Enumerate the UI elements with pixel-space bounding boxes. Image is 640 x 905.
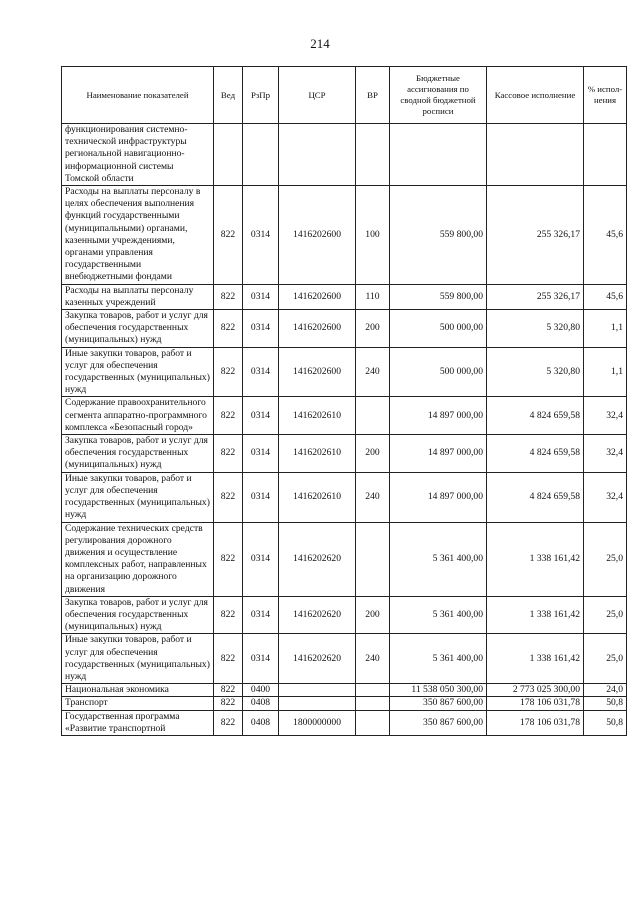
table-row: [62, 397, 627, 435]
row-name: Иные закупки товаров, работ и услуг для обеспечения государственных (муниципальных) нужд: [62, 472, 214, 522]
row-vr: 100: [356, 186, 390, 285]
table-header-row: [62, 67, 627, 124]
header-csr: ЦСР: [279, 67, 356, 124]
row-executed: 178 106 031,78: [487, 710, 584, 735]
row-ved: 822: [214, 347, 243, 397]
row-csr: [279, 684, 356, 697]
row-percent: 1,1: [584, 310, 627, 348]
row-vr: 240: [356, 634, 390, 684]
row-percent: 1,1: [584, 347, 627, 397]
row-percent: 50,8: [584, 697, 627, 710]
row-assigned: 5 361 400,00: [390, 522, 487, 596]
row-name: Расходы на выплаты персоналу в целях обеспечения выполнения функций государственными (муниципальными) органами, казенными учреждениями, органами управления государственными внебюджетными фондами: [62, 186, 214, 285]
row-name: Закупка товаров, работ и услуг для обеспечения государственных (муниципальных) нужд: [62, 596, 214, 634]
table-row: [62, 284, 627, 309]
row-executed: 255 326,17: [487, 186, 584, 285]
row-assigned: 14 897 000,00: [390, 397, 487, 435]
row-csr: [279, 697, 356, 710]
row-ved: 822: [214, 397, 243, 435]
row-csr: [279, 124, 356, 186]
row-csr: 1416202620: [279, 522, 356, 596]
row-csr: 1416202600: [279, 310, 356, 348]
row-executed: 255 326,17: [487, 284, 584, 309]
row-executed: 1 338 161,42: [487, 596, 584, 634]
row-ved: 822: [214, 472, 243, 522]
row-assigned: 500 000,00: [390, 347, 487, 397]
row-assigned: 350 867 600,00: [390, 710, 487, 735]
table-row: [62, 710, 627, 735]
row-name: Национальная экономика: [62, 684, 214, 697]
row-csr: 1416202610: [279, 472, 356, 522]
row-name: Закупка товаров, работ и услуг для обеспечения государственных (муниципальных) нужд: [62, 310, 214, 348]
header-executed: Кассовое исполнение: [487, 67, 584, 124]
row-executed: 1 338 161,42: [487, 634, 584, 684]
row-percent: 45,6: [584, 186, 627, 285]
row-executed: 1 338 161,42: [487, 522, 584, 596]
row-ved: 822: [214, 684, 243, 697]
row-name: Содержание правоохранительного сегмента аппаратно-программного комплекса «Безопасный город»: [62, 397, 214, 435]
row-ved: 822: [214, 435, 243, 473]
row-assigned: 559 800,00: [390, 186, 487, 285]
table-row: [62, 310, 627, 348]
row-csr: 1416202610: [279, 397, 356, 435]
row-vr: 240: [356, 472, 390, 522]
row-csr: 1416202620: [279, 596, 356, 634]
header-vr: ВР: [356, 67, 390, 124]
row-name: функционирования системно-технической инфраструктуры региональной навигационно-информационной системы Томской области: [62, 124, 214, 186]
header-assigned: Бюджетные ассигнования по сводной бюджетной росписи: [390, 67, 487, 124]
row-assigned: [390, 124, 487, 186]
row-name: Иные закупки товаров, работ и услуг для обеспечения государственных (муниципальных) нужд: [62, 634, 214, 684]
row-vr: 200: [356, 596, 390, 634]
row-percent: [584, 124, 627, 186]
row-percent: 32,4: [584, 435, 627, 473]
row-percent: 45,6: [584, 284, 627, 309]
table-row: [62, 522, 627, 596]
row-ved: 822: [214, 186, 243, 285]
row-vr: 240: [356, 347, 390, 397]
header-ved: Вед: [214, 67, 243, 124]
row-ved: 822: [214, 710, 243, 735]
row-percent: 25,0: [584, 596, 627, 634]
table-row: [62, 697, 627, 710]
row-ved: [214, 124, 243, 186]
budget-execution-table: [61, 66, 627, 736]
row-rzpr: 0408: [243, 710, 279, 735]
row-assigned: 559 800,00: [390, 284, 487, 309]
row-csr: 1416202600: [279, 186, 356, 285]
row-vr: [356, 710, 390, 735]
row-executed: 4 824 659,58: [487, 435, 584, 473]
page-number: 214: [310, 36, 330, 51]
row-name: Расходы на выплаты персоналу казенных учреждений: [62, 284, 214, 309]
row-assigned: 500 000,00: [390, 310, 487, 348]
row-rzpr: [243, 124, 279, 186]
table-row: [62, 634, 627, 684]
row-rzpr: 0400: [243, 684, 279, 697]
row-rzpr: 0314: [243, 634, 279, 684]
row-assigned: 14 897 000,00: [390, 435, 487, 473]
table-row: [62, 596, 627, 634]
row-percent: 32,4: [584, 397, 627, 435]
row-percent: 24,0: [584, 684, 627, 697]
row-percent: 32,4: [584, 472, 627, 522]
table-row: [62, 435, 627, 473]
row-assigned: 11 538 050 300,00: [390, 684, 487, 697]
row-rzpr: 0314: [243, 435, 279, 473]
row-vr: 200: [356, 435, 390, 473]
row-executed: [487, 124, 584, 186]
row-rzpr: 0314: [243, 472, 279, 522]
row-name: Транспорт: [62, 697, 214, 710]
row-assigned: 5 361 400,00: [390, 596, 487, 634]
row-vr: 200: [356, 310, 390, 348]
table-row: [62, 684, 627, 697]
row-ved: 822: [214, 522, 243, 596]
row-rzpr: 0314: [243, 284, 279, 309]
row-csr: 1416202610: [279, 435, 356, 473]
row-ved: 822: [214, 310, 243, 348]
row-rzpr: 0314: [243, 522, 279, 596]
row-vr: [356, 697, 390, 710]
row-name: Иные закупки товаров, работ и услуг для обеспечения государственных (муниципальных) нужд: [62, 347, 214, 397]
row-percent: 50,8: [584, 710, 627, 735]
header-name: Наименование показателей: [62, 67, 214, 124]
row-rzpr: 0314: [243, 186, 279, 285]
row-ved: 822: [214, 284, 243, 309]
row-executed: 4 824 659,58: [487, 397, 584, 435]
table-row: [62, 124, 627, 186]
row-percent: 25,0: [584, 634, 627, 684]
row-executed: 178 106 031,78: [487, 697, 584, 710]
row-ved: 822: [214, 697, 243, 710]
row-vr: [356, 124, 390, 186]
row-percent: 25,0: [584, 522, 627, 596]
row-executed: 2 773 025 300,00: [487, 684, 584, 697]
row-rzpr: 0314: [243, 347, 279, 397]
header-percent: % испол-нения: [584, 67, 627, 124]
row-ved: 822: [214, 596, 243, 634]
row-vr: [356, 684, 390, 697]
row-vr: [356, 397, 390, 435]
row-assigned: 14 897 000,00: [390, 472, 487, 522]
table-row: [62, 186, 627, 285]
row-name: Государственная программа «Развитие транспортной: [62, 710, 214, 735]
row-assigned: 5 361 400,00: [390, 634, 487, 684]
row-executed: 5 320,80: [487, 347, 584, 397]
row-rzpr: 0314: [243, 310, 279, 348]
row-vr: 110: [356, 284, 390, 309]
table-row: [62, 347, 627, 397]
row-assigned: 350 867 600,00: [390, 697, 487, 710]
row-rzpr: 0408: [243, 697, 279, 710]
row-rzpr: 0314: [243, 596, 279, 634]
row-csr: 1416202600: [279, 284, 356, 309]
table-row: [62, 472, 627, 522]
row-name: Закупка товаров, работ и услуг для обеспечения государственных (муниципальных) нужд: [62, 435, 214, 473]
row-executed: 4 824 659,58: [487, 472, 584, 522]
row-name: Содержание технических средств регулирования дорожного движения и осуществление комплексных работ, направленных на организацию дорожного движения: [62, 522, 214, 596]
row-executed: 5 320,80: [487, 310, 584, 348]
row-csr: 1416202600: [279, 347, 356, 397]
row-csr: 1800000000: [279, 710, 356, 735]
row-vr: [356, 522, 390, 596]
row-ved: 822: [214, 634, 243, 684]
row-csr: 1416202620: [279, 634, 356, 684]
row-rzpr: 0314: [243, 397, 279, 435]
header-rzpr: РзПр: [243, 67, 279, 124]
